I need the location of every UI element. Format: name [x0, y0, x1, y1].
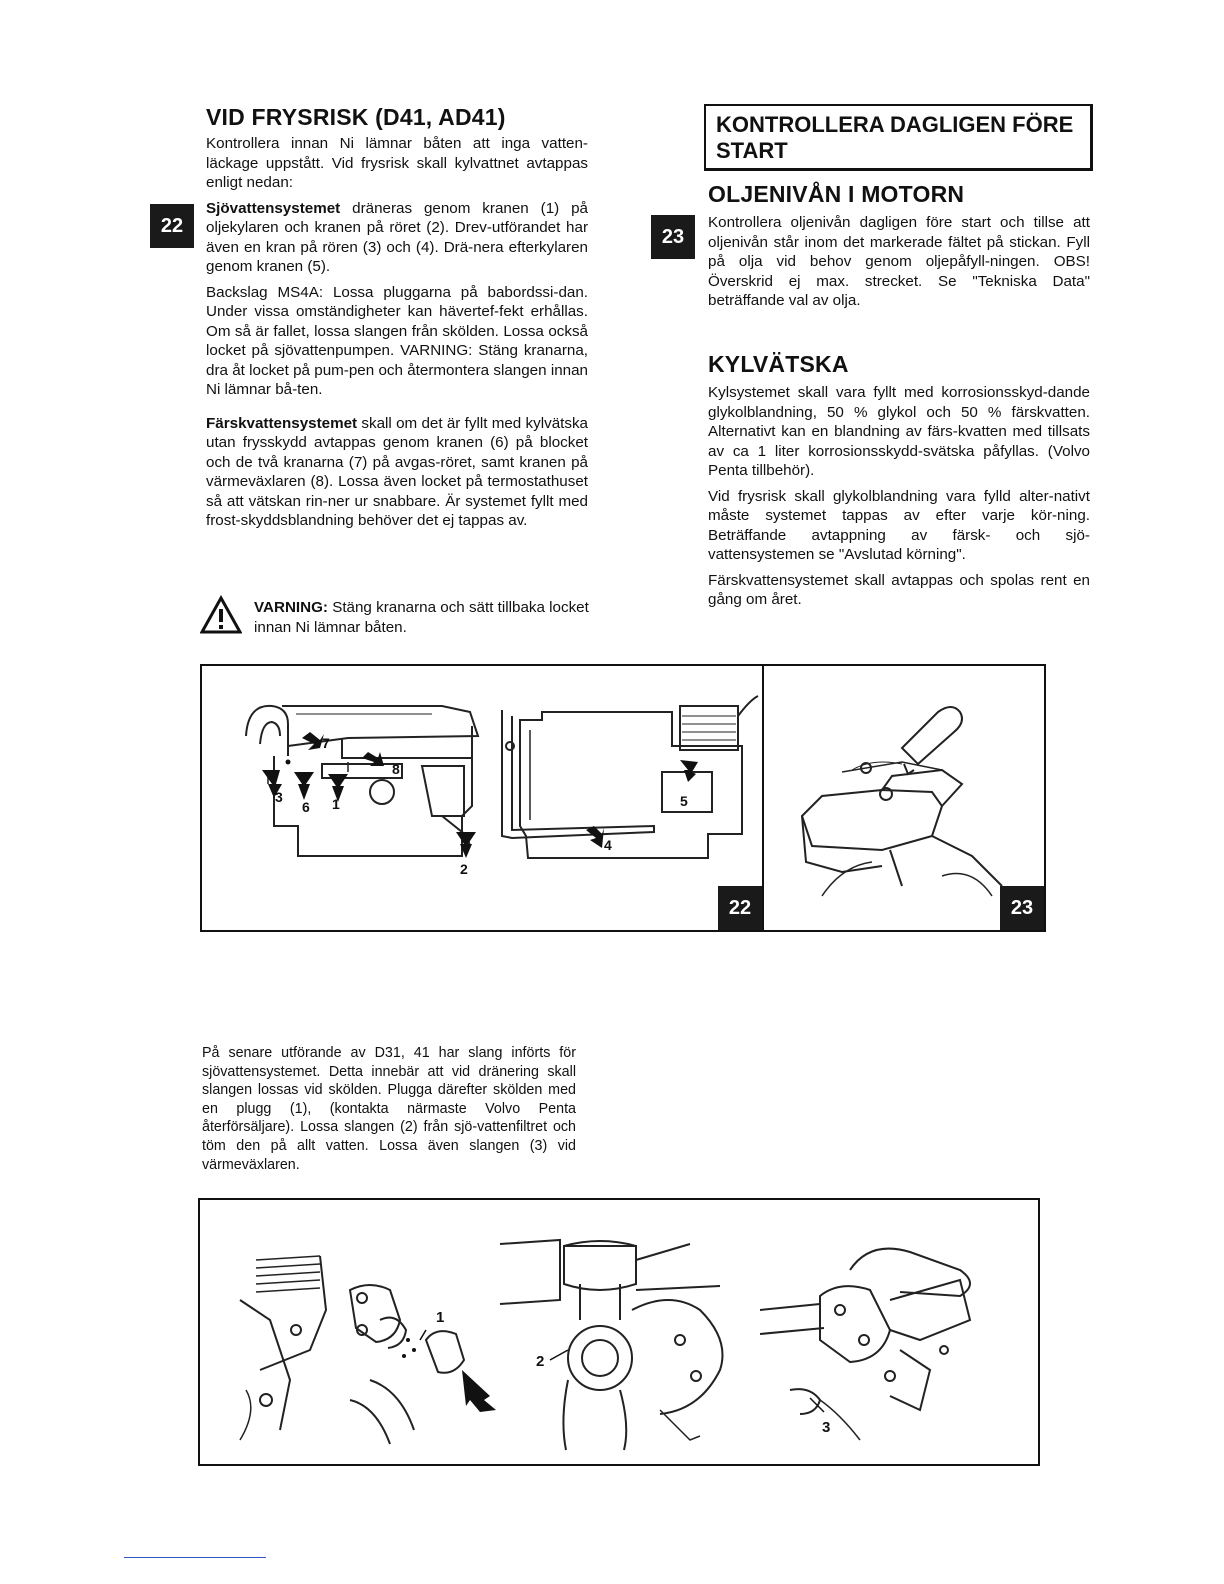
- fresh-water-text: skall om det är fyllt med kylvätska utan frysskydd avtappas genom kranen (6) på blocket och de två kranarna (7) på avgas-röret, samt kranen på värmeväxlaren (8). Lossa även locket på termostathuset så att vätskan rin-ner ur snabbare. Är systemet fyllt med frost-skyddsblandning behöver det ej tappas av.: [206, 414, 588, 529]
- fresh-water-bold: Färskvattensystemet: [206, 414, 358, 432]
- coolant-text: [708, 383, 1090, 616]
- backslag-paragraph: Backslag MS4A: Lossa pluggarna på babordssi-dan. Under vissa omständigheter kan hävertef-fekt erhållas. Om så är fallet, lossa slangen från skölden. Lossa också locket på sjövattenpumpen. VARNING: Stäng kranarna, dra åt locket på pum-pen och återmontera slangen innan Ni lämnar bå-ten.: [206, 283, 588, 398]
- figure-badge-22: 22: [718, 886, 762, 930]
- coolant-paragraph-1: Kylsystemet skall vara fyllt med korrosionsskyd-dande glykolblandning, 50 % glykol och 50 % färskvatten. Alternativt kan en blandning av färs-kvatten med tillsats av ca 1 liter korrosionsskydd-svätska påfyllas. (Volvo Penta tillbehör).: [708, 384, 1090, 479]
- section-heading-coolant: KYLVÄTSKA: [708, 351, 849, 377]
- engine-figure-drawings: [202, 666, 1044, 930]
- hose-figure-drawings: [200, 1200, 1038, 1464]
- fig-label-6: 6: [302, 799, 310, 815]
- figure-badge-23: 23: [1000, 886, 1044, 930]
- sea-water-bold: Sjövattensystemet: [206, 199, 341, 217]
- sea-water-paragraph: [206, 199, 588, 277]
- fig-label-5: 5: [680, 793, 688, 809]
- fig-label-8: 8: [392, 761, 400, 777]
- fig-label-4: 4: [604, 837, 612, 853]
- fresh-water-paragraph: [206, 414, 588, 531]
- hose-label-2: 2: [536, 1353, 545, 1370]
- later-version-paragraph: På senare utförande av D31, 41 har slang införts för sjövattensystemet. Detta innebär att vid dränering skall slangen lossas vid skölden. Plugga därefter skölden med en plugg (1), (kontakta närmaste Volvo Penta återförsäljare). Lossa slangen (2) från sjö-vattenfiltret och töm den på allt vatten. Lossa även slangen (3) vid värmeväxlaren.: [202, 1045, 576, 1173]
- footer-rule: [124, 1557, 266, 1558]
- warning-rest: Stäng kranarna och sätt tillbaka locket innan Ni lämnar båten.: [254, 599, 589, 636]
- sea-water-text: dräneras genom kranen (1) på oljekylaren och kranen på röret (2). Drev-utförandet har även en kran på rören (3) och (4). Drä-nera efterkylaren genom kranen (5).: [206, 199, 588, 275]
- daily-check-box: [704, 104, 1093, 171]
- section-badge-23: 23: [651, 215, 695, 259]
- coolant-paragraph-2: Vid frysrisk skall glykolblandning vara fylld alter-nativt måste systemet tappas av efter varje kör-ning. Beträffande avtappning av färsk- och sjö-vattensystemen se "Avslutad körning".: [708, 487, 1090, 563]
- warning-text: [254, 598, 594, 637]
- section-badge-22: 22: [150, 204, 194, 248]
- fig-label-7: 7: [322, 735, 330, 751]
- warning-triangle-icon: [200, 595, 242, 635]
- fig-label-2: 2: [460, 861, 468, 877]
- section-heading-oil: OLJENIVÅN I MOTORN: [708, 181, 965, 207]
- fig-label-1: 1: [332, 796, 340, 812]
- fig-label-3: 3: [275, 789, 283, 805]
- section-heading-frysrisk: VID FRYSRISK (D41, AD41): [206, 104, 506, 130]
- daily-check-heading-2: START: [716, 138, 788, 163]
- daily-check-heading-1: KONTROLLERA DAGLIGEN FÖRE: [716, 112, 1074, 137]
- intro-paragraph: Kontrollera innan Ni lämnar båten att inga vatten-läckage uppstått. Vid frysrisk skall kylvattnet avtappas enligt nedan:: [206, 135, 588, 191]
- coolant-paragraph-3: Färskvattensystemet skall avtappas och spolas rent en gång om året.: [708, 571, 1090, 608]
- warning-bold: VARNING:: [254, 599, 328, 616]
- hose-label-3: 3: [822, 1419, 831, 1436]
- hose-label-1: 1: [436, 1309, 445, 1326]
- left-column-text: [206, 134, 588, 537]
- oil-paragraph: Kontrollera oljenivån dagligen före start och tillse att oljenivån står inom det markerade fältet på stickan. Fyll på olja vid behov genom oljepåfyll-ningen. OBS! Överskrid ej max. strecket. Se "Tekniska Data" beträffande val av olja.: [708, 214, 1090, 309]
